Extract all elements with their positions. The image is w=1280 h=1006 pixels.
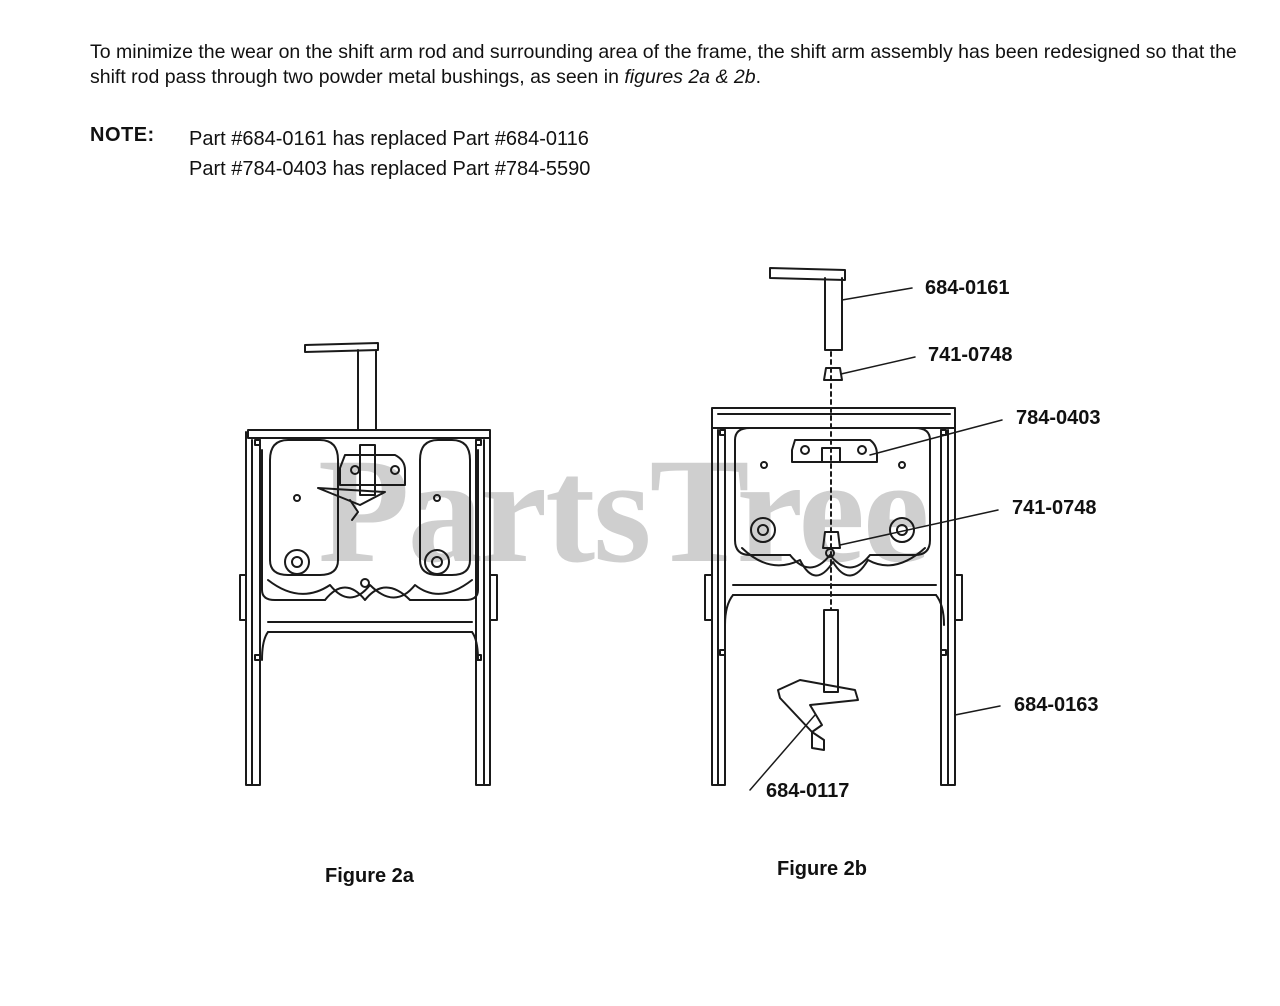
note-label: NOTE:: [90, 124, 155, 146]
watermark-logo: PartsTree: [318, 428, 928, 594]
callout-684-0161: 684-0161: [925, 277, 1010, 299]
callout-684-0163: 684-0163: [1014, 694, 1099, 716]
intro-text-end: .: [755, 66, 761, 88]
figure-2b-caption: Figure 2b: [777, 858, 868, 880]
callout-784-0403: 784-0403: [1016, 407, 1101, 429]
note-line-1: Part #684-0161 has replaced Part #684-0116: [189, 128, 589, 150]
callout-741-0748-upper: 741-0748: [928, 344, 1013, 366]
figure-2a-drawing: [240, 343, 497, 785]
note-line-2: Part #784-0403 has replaced Part #784-5590: [189, 158, 591, 180]
figure-2a-caption: Figure 2a: [325, 865, 414, 887]
callout-684-0117: 684-0117: [766, 780, 850, 802]
intro-figure-reference: figures 2a & 2b: [624, 66, 756, 88]
intro-text: To minimize the wear on the shift arm rod and surrounding area of the frame, the shift arm assembly has been redesigned so that the shift rod pass through two powder metal bushings, as seen in: [90, 41, 1237, 88]
callout-741-0748-lower: 741-0748: [1012, 497, 1097, 519]
